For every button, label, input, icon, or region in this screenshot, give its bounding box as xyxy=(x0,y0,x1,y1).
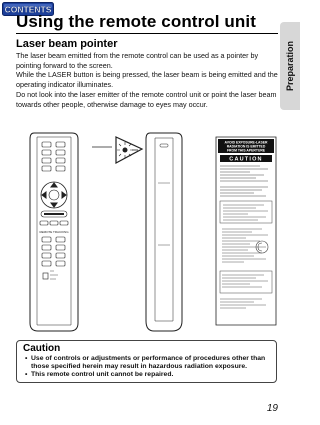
remote-middle-buttons xyxy=(40,221,68,225)
title-divider xyxy=(16,33,278,34)
section-heading: Laser beam pointer xyxy=(16,38,118,50)
remote-dpad xyxy=(41,182,67,208)
caution-item-text: This remote control unit cannot be repaired. xyxy=(31,371,174,379)
label-line-3: FROM THIS APERTURE xyxy=(226,148,266,153)
contents-label: CONTENTS xyxy=(4,4,52,15)
caution-item-text: Use of controls or adjustments or performance of procedures other than those specified herein may result in hazardous radiation exposure. xyxy=(31,355,266,371)
caution-box xyxy=(16,340,277,383)
label-line-2: RADIATION IS EMITTED xyxy=(226,144,266,149)
page-title: Using the remote control unit xyxy=(16,12,256,31)
body-paragraph: While the LASER button is being pressed, the laser beam is being emitted and the operating indicator illuminates. xyxy=(16,70,278,90)
remote-control-illustration xyxy=(0,125,300,335)
body-paragraph: The laser beam emitted from the remote control can be used as a pointer by pointing forward to the screen. xyxy=(16,51,259,70)
caution-item xyxy=(23,371,270,379)
laser-warning-icon xyxy=(116,137,142,163)
section-body xyxy=(16,51,278,109)
bullet-icon: • xyxy=(25,355,28,362)
remote-front xyxy=(30,133,78,331)
page-number: 19 xyxy=(266,403,278,414)
section-side-tab[interactable] xyxy=(280,22,300,110)
remote-back xyxy=(146,133,182,331)
caution-title: Caution xyxy=(23,343,61,354)
laser-warning-label xyxy=(216,137,276,325)
body-paragraph: Do not look into the laser emitter of the remote control unit or point the laser beam towards other people, otherwise damage to eyes may occur. xyxy=(16,89,277,109)
side-tab-label: Preparation xyxy=(285,40,295,92)
label-line-1: AVOID EXPOSURE-LASER xyxy=(224,140,268,145)
caution-item xyxy=(23,355,270,371)
label-caution-text: CAUTION xyxy=(229,156,263,163)
remote-tracking-label: REMOTE TRACKING xyxy=(39,230,69,234)
bullet-icon: • xyxy=(25,371,28,379)
